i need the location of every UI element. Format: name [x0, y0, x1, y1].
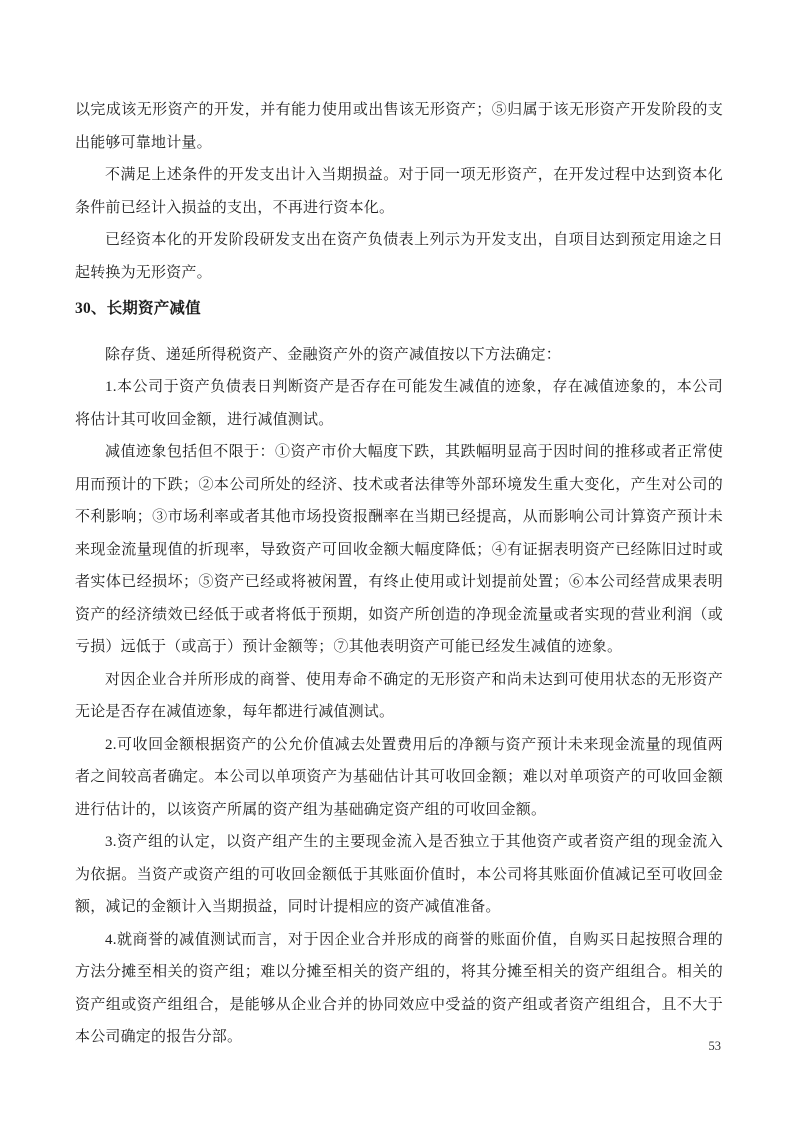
page-content: [75, 94, 723, 1054]
paragraph: 4.就商誉的减值测试而言，对于因企业合并形成的商誉的账面价值，自购买日起按照合理的方法分摊至相关的资产组；难以分摊至相关的资产组的，将其分摊至相关的资产组组合。相关的资产组或资产组组合，是能够从企业合并的协同效应中受益的资产组或者资产组组合，且不大于本公司确定的报告分部。: [75, 931, 723, 1045]
paragraph: 已经资本化的开发阶段研发支出在资产负债表上列示为开发支出，自项目达到预定用途之日起转换为无形资产。: [75, 232, 723, 281]
paragraph-continuation: 以完成该无形资产的开发，并有能力使用或出售该无形资产；⑤归属于该无形资产开发阶段的支出能够可靠地计量。: [75, 102, 723, 151]
paragraph: 不满足上述条件的开发支出计入当期损益。对于同一项无形资产，在开发过程中达到资本化条件前已经计入损益的支出，不再进行资本化。: [75, 167, 723, 216]
section-heading: 30、长期资产减值: [75, 300, 201, 317]
paragraph: 1.本公司于资产负债表日判断资产是否存在可能发生减值的迹象，存在减值迹象的，本公司将估计其可收回金额，进行减值测试。: [75, 379, 723, 428]
page-number: 53: [708, 1039, 721, 1053]
paragraph: 3.资产组的认定，以资产组产生的主要现金流入是否独立于其他资产或者资产组的现金流入为依据。当资产或资产组的可收回金额低于其账面价值时，本公司将其账面价值减记至可收回金额，减记的金额计入当期损益，同时计提相应的资产减值准备。: [75, 834, 723, 915]
paragraph: 减值迹象包括但不限于：①资产市价大幅度下跌，其跌幅明显高于因时间的推移或者正常使用而预计的下跌；②本公司所处的经济、技术或者法律等外部环境发生重大变化，产生对公司的不利影响；③市场利率或者其他市场投资报酬率在当期已经提高，从而影响公司计算资产预计未来现金流量现值的折现率，导致资产可回收金额大幅度降低；④有证据表明资产已经陈旧过时或者实体已经损坏；⑤资产已经或将被闲置，有终止使用或计划提前处置；⑥本公司经营成果表明资产的经济绩效已经低于或者将低于预期，如资产所创造的净现金流量或者实现的营业利润（或亏损）远低于（或高于）预计金额等；⑦其他表明资产可能已经发生减值的迹象。: [75, 444, 723, 655]
paragraph: 对因企业合并所形成的商誉、使用寿命不确定的无形资产和尚未达到可使用状态的无形资产无论是否存在减值迹象，每年都进行减值测试。: [75, 671, 723, 720]
paragraph: 2.可收回金额根据资产的公允价值减去处置费用后的净额与资产预计未来现金流量的现值两者之间较高者确定。本公司以单项资产为基础估计其可收回金额；难以对单项资产的可收回金额进行估计的，以该资产所属的资产组为基础确定资产组的可收回金额。: [75, 736, 723, 818]
paragraph: 除存货、递延所得税资产、金融资产外的资产减值按以下方法确定：: [105, 346, 562, 363]
